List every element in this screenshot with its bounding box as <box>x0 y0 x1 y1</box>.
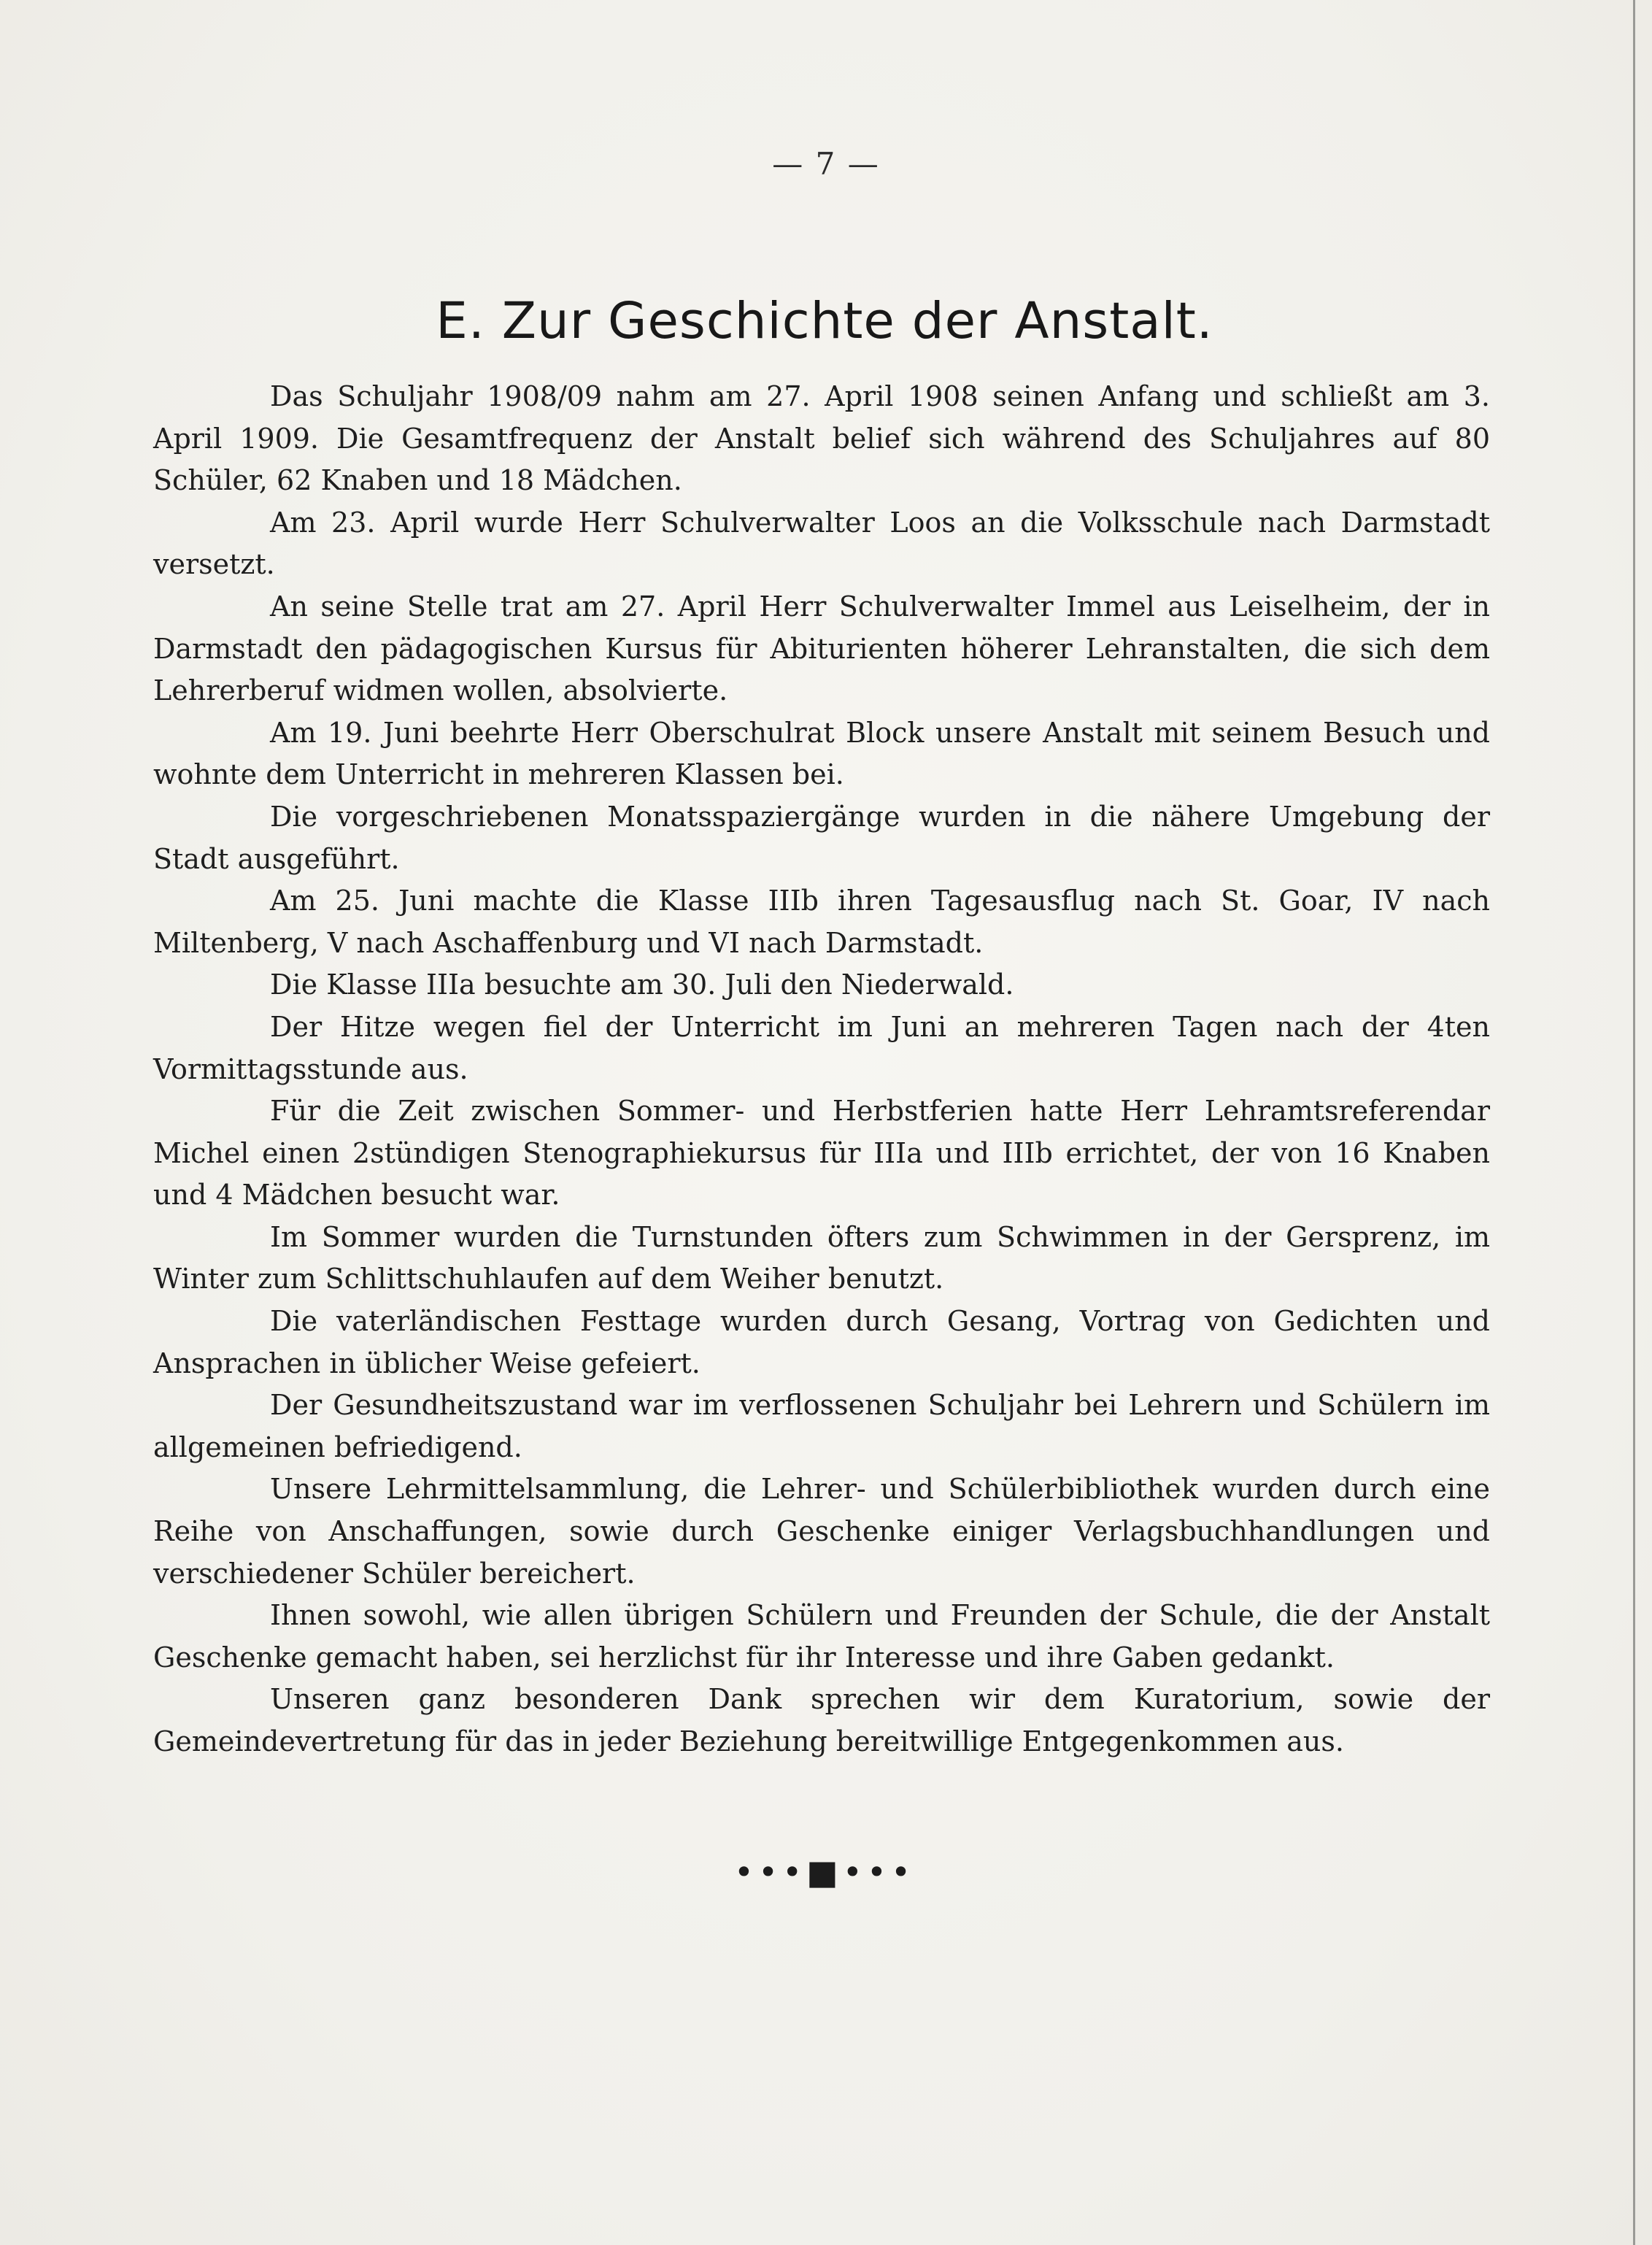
paragraph-4: Am 19. Juni beehrte Herr Oberschulrat Block unsere Anstalt mit seinem Besuch und wohnte dem Unterricht in mehreren Klassen bei. <box>153 716 1490 791</box>
paragraph-3: An seine Stelle trat am 27. April Herr Schulverwalter Immel aus Leiselheim, der in Darmstadt den pädagogischen Kursus für Abiturienten höherer Lehranstalten, die sich dem Lehrerberuf widmen wollen, absolvierte. <box>153 590 1490 707</box>
page-edge-line <box>1633 0 1635 2245</box>
paragraph-10: Im Sommer wurden die Turnstunden öfters zum Schwimmen in der Gersprenz, im Winter zum Schlittschuhlaufen auf dem Weiher benutzt. <box>153 1220 1490 1295</box>
paragraph-5: Die vorgeschriebenen Monatsspaziergänge wurden in die nähere Umgebung der Stadt ausgeführt. <box>153 800 1490 875</box>
paragraph-6: Am 25. Juni machte die Klasse IIIb ihren Tagesausflug nach St. Goar, IV nach Miltenberg, V nach Aschaffenburg und VI nach Darmstadt. <box>153 885 1490 959</box>
page-number: — 7 — <box>772 146 880 182</box>
paragraph-2: Am 23. April wurde Herr Schulverwalter Loos an die Volksschule nach Darmstadt versetzt. <box>153 506 1490 581</box>
paragraph-1: Das Schuljahr 1908/09 nahm am 27. April 1908 seinen Anfang und schließt am 3. April 1909. Die Gesamtfrequenz der Anstalt belief sich während des Schuljahres auf 80 Schüler, 62 Knaben und 18 Mädchen. <box>153 380 1490 497</box>
paragraph-15: Unseren ganz besonderen Dank sprechen wir dem Kuratorium, sowie der Gemeindevertretung für das in jeder Beziehung bereitwillige Entgegenkommen aus. <box>153 1683 1490 1757</box>
end-ornament: •••■••• <box>733 1852 916 1892</box>
paragraph-14: Ihnen sowohl, wie allen übrigen Schülern und Freunden der Schule, die der Anstalt Geschenke gemacht haben, sei herzlichst für ihr Interesse und ihre Gaben gedankt. <box>153 1599 1490 1674</box>
paragraph-11: Die vaterländischen Festtage wurden durch Gesang, Vortrag von Gedichten und Ansprachen in üblicher Weise gefeiert. <box>153 1305 1490 1379</box>
paragraph-7: Die Klasse IIIa besuchte am 30. Juli den Niederwald. <box>270 969 1014 1001</box>
body-text <box>153 376 1490 1763</box>
paragraph-8: Der Hitze wegen fiel der Unterricht im Juni an mehreren Tagen nach der 4ten Vormittagsstunde aus. <box>153 1010 1490 1085</box>
paragraph-9: Für die Zeit zwischen Sommer- und Herbstferien hatte Herr Lehramtsreferendar Michel einen 2stündigen Stenographiekursus für IIIa und IIIb errichtet, der von 16 Knaben und 4 Mädchen besucht war. <box>153 1095 1490 1212</box>
paragraph-13: Unsere Lehrmittelsammlung, die Lehrer- und Schülerbibliothek wurden durch eine Reihe von Anschaffungen, sowie durch Geschenke einiger Verlagsbuchhandlungen und verschiedener Schüler bereichert. <box>153 1473 1490 1590</box>
paragraph-12: Der Gesundheitszustand war im verflossenen Schuljahr bei Lehrern und Schülern im allgemeinen befriedigend. <box>153 1389 1490 1463</box>
section-heading: E. Zur Geschichte der Anstalt. <box>436 292 1213 350</box>
